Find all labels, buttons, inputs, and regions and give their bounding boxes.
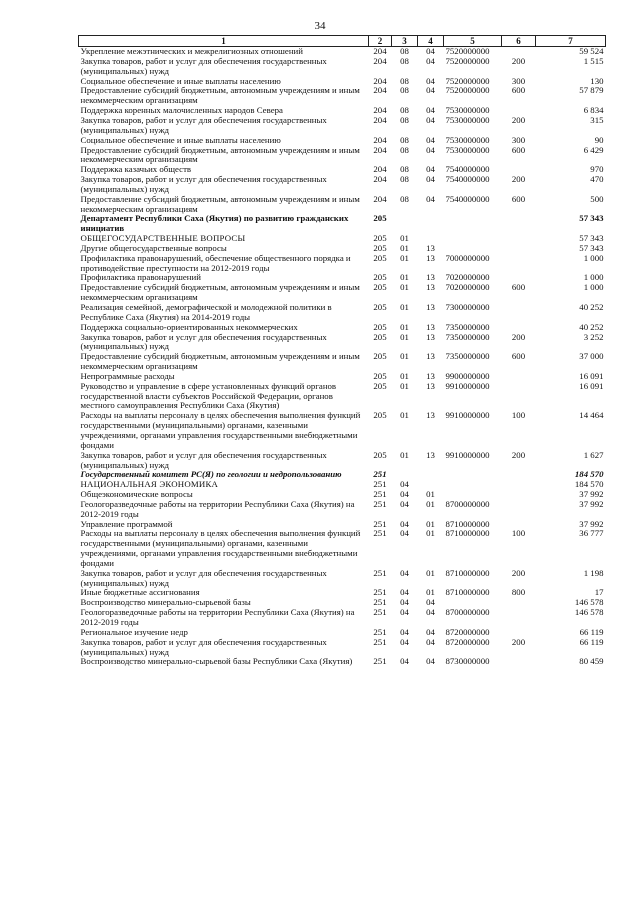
row-section-code [392, 214, 418, 234]
row-target-code: 7350000000 [445, 351, 490, 362]
row-ministry-code: 204 [373, 144, 387, 155]
row-ministry-code: 205 [373, 449, 387, 460]
row-name: Предоставление субсидий бюджетным, автономным учреждениям и иным некоммерческим организациям [80, 85, 360, 106]
row-amount: 40 252 [579, 321, 604, 332]
row-section-code: 01 [400, 321, 409, 332]
row-name: Расходы на выплаты персоналу в целях обеспечения выполнения функций государственными (муниципальными) органами, казенными учреждениями, органами управления государственными внебюджетными фондами [80, 410, 361, 450]
table-row [79, 254, 606, 274]
row-section-code: 08 [400, 114, 409, 125]
table-row [79, 195, 606, 215]
row-target-code [444, 470, 502, 480]
row-section-code: 08 [400, 174, 409, 185]
row-section-code: 01 [400, 449, 409, 460]
row-amount: 1 515 [583, 55, 604, 66]
row-name: Профилактика правонарушений, обеспечение общественного порядка и противодействие преступности на 2012-2019 годы [80, 252, 351, 273]
row-subsection-code: 13 [426, 449, 435, 460]
row-target-code [444, 234, 502, 244]
row-ministry-code: 251 [373, 597, 387, 608]
row-target-code: 7300000000 [445, 302, 490, 313]
table-body [79, 47, 606, 668]
row-name: Закупка товаров, работ и услуг для обеспечения государственных (муниципальных) нужд [80, 55, 327, 76]
row-ministry-code: 251 [373, 656, 387, 667]
row-subsection-code: 01 [426, 528, 435, 539]
row-target-code: 7020000000 [445, 272, 490, 283]
row-section-code: 04 [400, 656, 409, 667]
row-amount: 57 343 [579, 242, 604, 253]
row-section-code: 08 [400, 164, 409, 175]
row-amount: 57 343 [579, 233, 604, 244]
row-expense-type: 200 [511, 567, 526, 578]
row-target-code: 8710000000 [445, 587, 490, 598]
table-row [79, 214, 606, 234]
row-expense-type: 200 [511, 331, 526, 342]
row-expense-type: 200 [511, 174, 526, 185]
row-expense-type: 200 [511, 114, 526, 125]
row-name: Закупка товаров, работ и услуг для обеспечения государственных (муниципальных) нужд [80, 449, 327, 470]
row-amount: 970 [590, 164, 604, 175]
table-row [79, 411, 606, 450]
row-section-code: 01 [400, 252, 409, 263]
row-amount: 6 834 [583, 105, 604, 116]
row-ministry-code: 205 [373, 410, 387, 421]
row-target-code: 7520000000 [445, 85, 490, 96]
row-subsection-code: 04 [426, 85, 435, 96]
row-section-code: 08 [400, 193, 409, 204]
row-expense-type: 600 [511, 193, 526, 204]
row-target-code: 7000000000 [445, 252, 490, 263]
row-name: Государственный комитет РС(Я) по геологии и недропользованию [80, 469, 342, 480]
row-ministry-code: 205 [373, 233, 387, 244]
row-section-code: 08 [400, 75, 409, 86]
row-ministry-code: 205 [373, 351, 387, 362]
row-name: Предоставление субсидий бюджетным, автономным учреждениям и иным некоммерческим организациям [80, 351, 360, 372]
row-name: Общеэкономические вопросы [80, 489, 193, 500]
row-ministry-code: 251 [373, 489, 387, 500]
row-name: Расходы на выплаты персоналу в целях обеспечения выполнения функций государственными (муниципальными) органами, казенными учреждениями, органами управления государственными внебюджетными фондами [80, 528, 361, 568]
row-target-code: 9900000000 [445, 370, 490, 381]
row-subsection-code: 13 [426, 380, 435, 391]
row-ministry-code: 251 [373, 636, 387, 647]
row-expense-type [502, 470, 536, 480]
row-expense-type [502, 244, 536, 254]
row-ministry-code: 205 [373, 252, 387, 263]
row-expense-type [502, 500, 536, 520]
row-expense-type [502, 657, 536, 667]
row-subsection-code: 04 [426, 607, 435, 618]
row-amount: 57 879 [579, 85, 604, 96]
row-target-code: 9910000000 [445, 449, 490, 460]
row-ministry-code: 205 [373, 213, 387, 224]
row-name: Поддержка казачьих обществ [80, 164, 192, 175]
row-name: НАЦИОНАЛЬНАЯ ЭКОНОМИКА [80, 479, 219, 490]
row-expense-type: 100 [511, 528, 526, 539]
row-ministry-code: 204 [373, 134, 387, 145]
row-ministry-code: 251 [373, 587, 387, 598]
row-name: Предоставление субсидий бюджетным, автономным учреждениям и иным некоммерческим организациям [80, 144, 360, 165]
row-subsection-code: 13 [426, 410, 435, 421]
row-ministry-code: 251 [373, 528, 387, 539]
row-target-code: 8710000000 [445, 567, 490, 578]
row-amount: 184 570 [574, 479, 604, 490]
row-target-code: 8700000000 [445, 607, 490, 618]
row-ministry-code: 204 [373, 164, 387, 175]
row-name: Региональное изучение недр [80, 626, 188, 637]
row-amount: 90 [594, 134, 604, 145]
table-row [79, 451, 606, 471]
row-section-code: 08 [400, 46, 409, 57]
row-name: Руководство и управление в сфере установленных функций органов государственной власти субъектов Российской Федерации, органов местного самоуправления Республики Саха (Якутия) [80, 380, 337, 411]
row-target-code: 7520000000 [445, 46, 490, 57]
row-ministry-code: 205 [373, 370, 387, 381]
row-name: Закупка товаров, работ и услуг для обеспечения государственных (муниципальных) нужд [80, 331, 327, 352]
row-name: Непрограммные расходы [80, 370, 175, 381]
row-amount: 3 252 [583, 331, 604, 342]
row-section-code: 08 [400, 55, 409, 66]
row-expense-type [502, 598, 536, 608]
header-col-7: 7 [536, 36, 606, 47]
row-ministry-code: 205 [373, 302, 387, 313]
row-expense-type [502, 490, 536, 500]
row-amount: 1 000 [583, 272, 604, 283]
row-name: Социальное обеспечение и иные выплаты населению [80, 75, 281, 86]
table-row [79, 638, 606, 658]
row-target-code: 7530000000 [445, 114, 490, 125]
row-section-code: 04 [400, 607, 409, 618]
row-expense-type: 600 [511, 351, 526, 362]
row-amount: 315 [590, 114, 604, 125]
row-amount: 66 119 [579, 626, 604, 637]
row-expense-type: 200 [511, 636, 526, 647]
row-name: Предоставление субсидий бюджетным, автономным учреждениям и иным некоммерческим организациям [80, 282, 360, 303]
row-target-code: 9910000000 [445, 410, 490, 421]
row-section-code: 04 [400, 636, 409, 647]
row-target-code: 8710000000 [445, 518, 490, 529]
row-target-code: 8720000000 [445, 626, 490, 637]
table-row [79, 175, 606, 195]
row-amount: 184 570 [574, 469, 604, 480]
row-amount: 37 992 [579, 498, 604, 509]
header-col-2: 2 [369, 36, 392, 47]
row-target-code: 7350000000 [445, 321, 490, 332]
row-subsection-code: 01 [426, 489, 435, 500]
row-ministry-code: 205 [373, 380, 387, 391]
row-subsection-code: 01 [426, 567, 435, 578]
row-amount: 66 119 [579, 636, 604, 647]
row-expense-type: 800 [511, 587, 526, 598]
row-ministry-code: 205 [373, 272, 387, 283]
row-name: Управление программой [80, 518, 173, 529]
row-name: Департамент Республики Саха (Якутия) по развитию гражданских инициатив [80, 213, 349, 234]
row-section-code: 01 [400, 331, 409, 342]
row-name: Геологоразведочные работы на территории Республики Саха (Якутия) на 2012-2019 годы [80, 498, 355, 519]
row-amount: 1 627 [583, 449, 604, 460]
row-target-code: 7530000000 [445, 105, 490, 116]
row-expense-type [502, 608, 536, 628]
table-row [79, 382, 606, 412]
row-subsection-code: 13 [426, 282, 435, 293]
row-subsection-code: 04 [426, 114, 435, 125]
row-subsection-code: 04 [426, 75, 435, 86]
row-ministry-code: 204 [373, 75, 387, 86]
row-expense-type: 200 [511, 449, 526, 460]
row-target-code [444, 480, 502, 490]
row-subsection-code: 13 [426, 331, 435, 342]
row-subsection-code: 13 [426, 370, 435, 381]
row-target-code: 7540000000 [445, 164, 490, 175]
row-ministry-code: 251 [373, 479, 387, 490]
header-col-5: 5 [444, 36, 502, 47]
header-col-3: 3 [392, 36, 418, 47]
row-amount: 40 252 [579, 302, 604, 313]
row-section-code: 04 [400, 626, 409, 637]
row-section-code: 04 [400, 489, 409, 500]
header-col-1: 1 [79, 36, 369, 47]
row-name: Закупка товаров, работ и услуг для обеспечения государственных (муниципальных) нужд [80, 174, 327, 194]
header-col-6: 6 [502, 36, 536, 47]
row-amount: 59 524 [579, 46, 604, 57]
row-expense-type [502, 234, 536, 244]
row-expense-type [502, 480, 536, 490]
row-expense-type: 600 [511, 85, 526, 96]
row-target-code: 7520000000 [445, 55, 490, 66]
row-expense-type [502, 254, 536, 274]
row-ministry-code: 204 [373, 105, 387, 116]
row-name: Воспроизводство минерально-сырьевой базы Республики Саха (Якутия) [80, 656, 353, 667]
row-expense-type: 600 [511, 282, 526, 293]
row-name: Закупка товаров, работ и услуг для обеспечения государственных (муниципальных) нужд [80, 567, 327, 588]
row-amount: 470 [590, 174, 604, 185]
row-amount: 37 992 [579, 518, 604, 529]
row-amount: 500 [590, 193, 604, 204]
row-section-code: 04 [400, 567, 409, 578]
row-subsection-code: 04 [426, 193, 435, 204]
table-row [79, 57, 606, 77]
row-amount: 37 992 [579, 489, 604, 500]
row-target-code: 7350000000 [445, 331, 490, 342]
row-amount: 146 578 [574, 597, 604, 608]
row-name: Реализация семейной, демографической и молодежной политики в Республике Саха (Якутия) на 2014-2019 годы [80, 302, 332, 322]
row-section-code: 08 [400, 85, 409, 96]
row-subsection-code: 01 [426, 518, 435, 529]
row-expense-type: 600 [511, 144, 526, 155]
row-target-code [444, 214, 502, 234]
table-row [79, 86, 606, 106]
row-amount: 1 198 [583, 567, 604, 578]
row-section-code: 04 [400, 479, 409, 490]
row-amount: 14 464 [579, 410, 604, 421]
row-ministry-code: 251 [373, 607, 387, 618]
row-amount: 16 091 [579, 370, 604, 381]
row-ministry-code: 205 [373, 282, 387, 293]
table-row [79, 116, 606, 136]
row-target-code: 7540000000 [445, 193, 490, 204]
row-ministry-code: 204 [373, 114, 387, 125]
row-name: Профилактика правонарушений [80, 272, 201, 283]
row-section-code: 01 [400, 272, 409, 283]
row-subsection-code [418, 470, 444, 480]
row-ministry-code: 205 [373, 321, 387, 332]
row-amount: 1 000 [583, 252, 604, 263]
row-subsection-code: 13 [426, 302, 435, 313]
row-name: Воспроизводство минерально-сырьевой базы [80, 597, 251, 608]
row-amount: 36 777 [579, 528, 604, 539]
table-row [79, 529, 606, 568]
row-section-code: 04 [400, 518, 409, 529]
row-target-code: 7020000000 [445, 282, 490, 293]
row-section-code: 01 [400, 302, 409, 313]
row-target-code: 8710000000 [445, 528, 490, 539]
row-subsection-code: 13 [426, 321, 435, 332]
row-expense-type: 300 [511, 75, 526, 86]
row-ministry-code: 251 [373, 469, 387, 480]
row-target-code: 8720000000 [445, 636, 490, 647]
row-section-code: 01 [400, 380, 409, 391]
row-ministry-code: 204 [373, 46, 387, 57]
row-amount: 16 091 [579, 380, 604, 391]
row-expense-type: 100 [511, 410, 526, 421]
row-subsection-code: 13 [426, 252, 435, 263]
row-section-code: 04 [400, 498, 409, 509]
row-subsection-code: 04 [426, 656, 435, 667]
row-amount: 57 343 [579, 213, 604, 224]
row-expense-type [502, 372, 536, 382]
row-ministry-code: 205 [373, 242, 387, 253]
header-col-4: 4 [418, 36, 444, 47]
row-target-code: 7520000000 [445, 75, 490, 86]
budget-table [78, 35, 606, 667]
row-expense-type [502, 214, 536, 234]
row-subsection-code: 04 [426, 164, 435, 175]
row-amount: 1 000 [583, 282, 604, 293]
row-section-code: 08 [400, 134, 409, 145]
row-name: ОБЩЕГОСУДАРСТВЕННЫЕ ВОПРОСЫ [80, 233, 246, 244]
row-name: Другие общегосударственные вопросы [80, 242, 227, 253]
row-subsection-code: 01 [426, 498, 435, 509]
table-row [79, 283, 606, 303]
row-ministry-code: 251 [373, 498, 387, 509]
row-ministry-code: 251 [373, 567, 387, 578]
row-ministry-code: 204 [373, 174, 387, 185]
row-section-code: 04 [400, 587, 409, 598]
table-row [79, 146, 606, 166]
row-subsection-code: 04 [426, 55, 435, 66]
row-section-code: 01 [400, 370, 409, 381]
row-subsection-code: 04 [426, 174, 435, 185]
row-target-code: 9910000000 [445, 380, 490, 391]
table-row [79, 657, 606, 667]
row-ministry-code: 251 [373, 626, 387, 637]
row-target-code: 7530000000 [445, 144, 490, 155]
page-number: 34 [314, 20, 326, 32]
row-name: Поддержка социально-ориентированных некоммерческих [80, 321, 298, 332]
table-row [79, 569, 606, 589]
row-ministry-code: 251 [373, 518, 387, 529]
row-name: Закупка товаров, работ и услуг для обеспечения государственных (муниципальных) нужд [80, 114, 327, 135]
row-ministry-code: 204 [373, 55, 387, 66]
row-expense-type [502, 303, 536, 323]
row-name: Закупка товаров, работ и услуг для обеспечения государственных (муниципальных) нужд [80, 636, 327, 657]
row-section-code: 01 [400, 282, 409, 293]
row-subsection-code: 04 [426, 626, 435, 637]
table-row [79, 352, 606, 372]
row-amount: 146 578 [574, 607, 604, 618]
row-subsection-code: 04 [426, 105, 435, 116]
row-amount: 130 [590, 75, 604, 86]
row-section-code: 01 [400, 233, 409, 244]
row-amount: 6 429 [583, 144, 604, 155]
row-section-code: 08 [400, 105, 409, 116]
row-target-code: 7530000000 [445, 134, 490, 145]
row-subsection-code: 01 [426, 587, 435, 598]
row-name: Геологоразведочные работы на территории Республики Саха (Якутия) на 2012-2019 годы [80, 607, 355, 628]
row-section-code: 08 [400, 144, 409, 155]
row-subsection-code: 13 [426, 351, 435, 362]
row-target-code: 7540000000 [445, 174, 490, 185]
row-subsection-code: 13 [426, 272, 435, 283]
row-target-code: 8700000000 [445, 498, 490, 509]
row-name: Социальное обеспечение и иные выплаты населению [80, 134, 281, 145]
row-subsection-code: 04 [426, 636, 435, 647]
row-name: Поддержка коренных малочисленных народов Севера [80, 105, 283, 116]
row-amount: 17 [594, 587, 604, 598]
row-subsection-code: 04 [426, 46, 435, 57]
row-target-code: 8730000000 [445, 656, 490, 667]
row-name: Укрепление межэтнических и межрелигиозных отношений [80, 46, 303, 57]
row-expense-type: 300 [511, 134, 526, 145]
row-expense-type: 200 [511, 55, 526, 66]
row-amount: 37 000 [579, 351, 604, 362]
row-subsection-code: 13 [426, 242, 435, 253]
row-name: Иные бюджетные ассигнования [80, 587, 200, 598]
row-subsection-code: 04 [426, 134, 435, 145]
row-subsection-code: 04 [426, 597, 435, 608]
table-row [79, 500, 606, 520]
row-ministry-code: 204 [373, 193, 387, 204]
row-subsection-code: 04 [426, 144, 435, 155]
table-row [79, 608, 606, 628]
header-row [79, 36, 606, 47]
row-ministry-code: 204 [373, 85, 387, 96]
row-expense-type [502, 382, 536, 412]
row-subsection-code [418, 214, 444, 234]
table-row [79, 333, 606, 353]
row-section-code: 01 [400, 242, 409, 253]
row-section-code: 04 [400, 597, 409, 608]
row-name: Предоставление субсидий бюджетным, автономным учреждениям и иным некоммерческим организациям [80, 193, 360, 214]
row-section-code: 01 [400, 410, 409, 421]
row-section-code: 04 [400, 528, 409, 539]
row-ministry-code: 205 [373, 331, 387, 342]
row-section-code: 01 [400, 351, 409, 362]
table-row [79, 303, 606, 323]
row-amount: 80 459 [579, 656, 604, 667]
